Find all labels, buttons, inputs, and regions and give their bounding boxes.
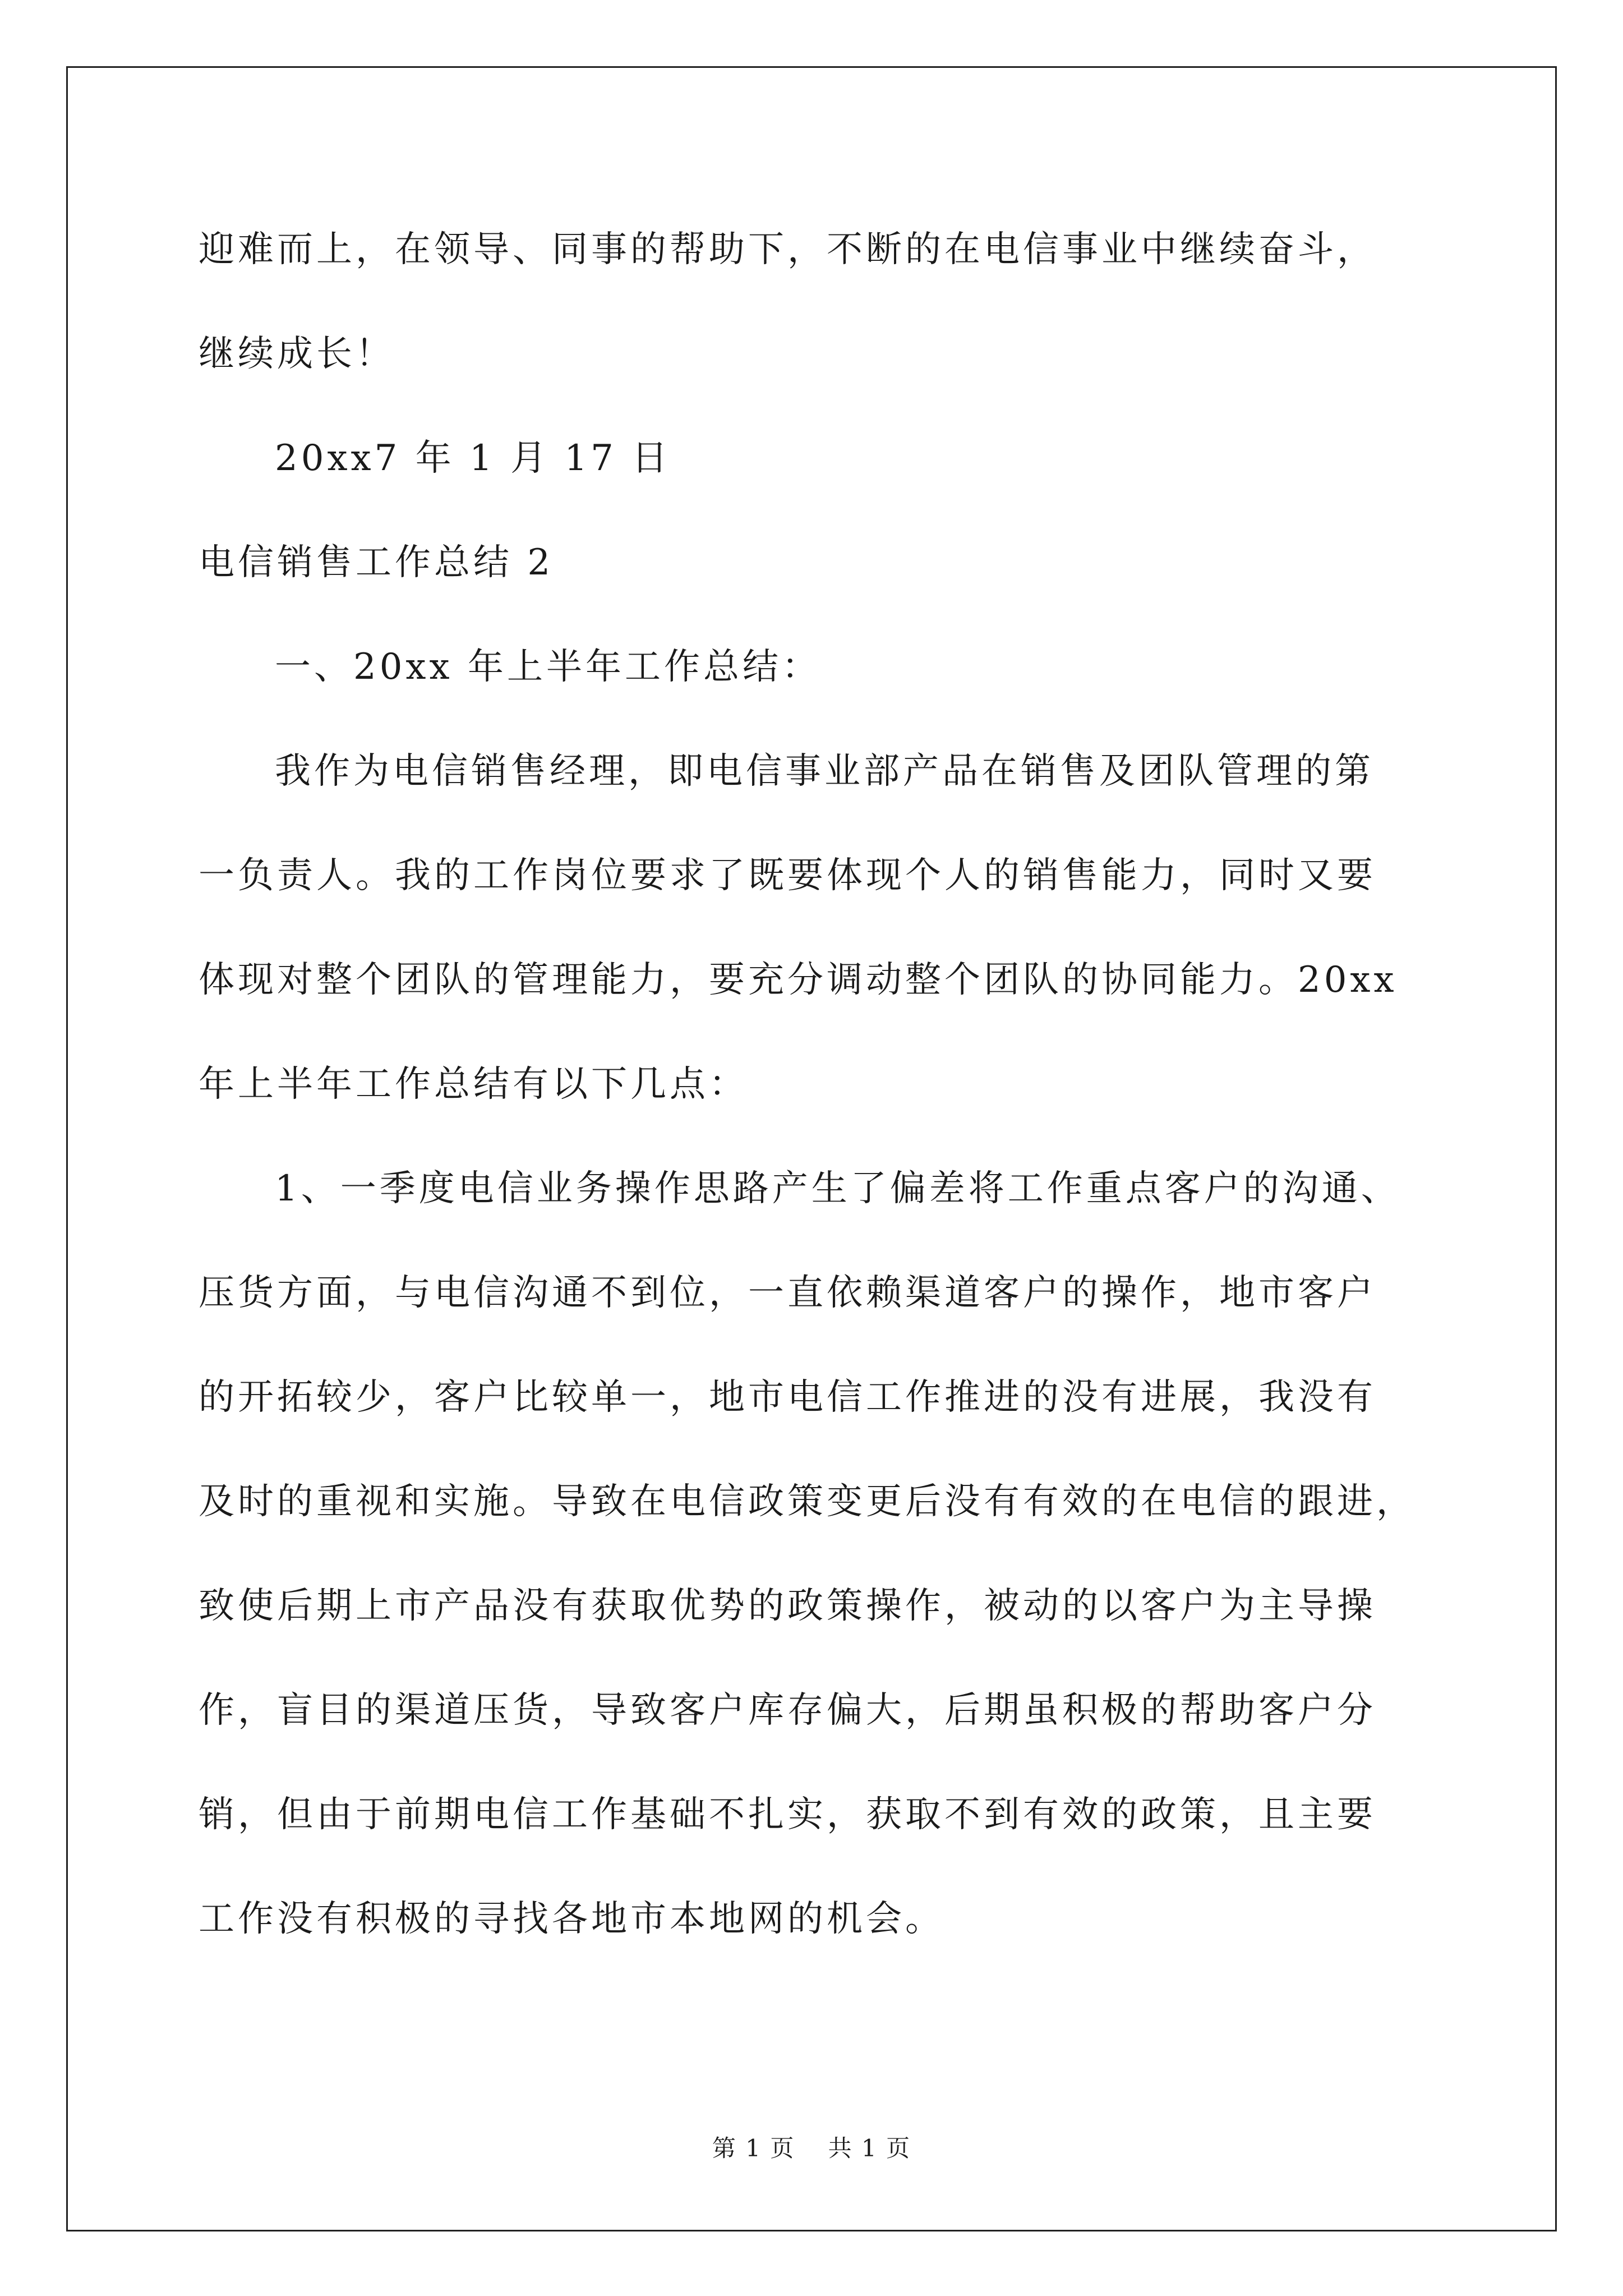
text-line: 一负责人。我的工作岗位要求了既要体现个人的销售能力，同时又要 <box>199 855 1376 896</box>
text-line: 1、一季度电信业务操作思路产生了偏差将工作重点客户的沟通、 <box>275 1168 1400 1209</box>
document-body <box>199 197 1455 1971</box>
text-line: 致使后期上市产品没有获取优势的政策操作，被动的以客户为主导操 <box>199 1585 1376 1627</box>
text-line: 的开拓较少，客户比较单一，地市电信工作推进的没有进展，我没有 <box>199 1377 1376 1418</box>
text-line: 压货方面，与电信沟通不到位，一直依赖渠道客户的操作，地市客户 <box>199 1272 1376 1314</box>
text-line: 迎难而上，在领导、同事的帮助下，不断的在电信事业中继续奋斗， <box>199 229 1376 270</box>
page-footer <box>0 2132 1623 2165</box>
text-line: 年上半年工作总结有以下几点： <box>199 1064 748 1105</box>
section-title: 电信销售工作总结 2 <box>199 542 554 583</box>
date-line: 20xx7 年 1 月 17 日 <box>275 438 671 479</box>
text-line: 销，但由于前期电信工作基础不扎实，获取不到有效的政策，且主要 <box>199 1794 1376 1835</box>
text-line: 作，盲目的渠道压货，导致客户库存偏大，后期虽积极的帮助客户分 <box>199 1690 1376 1731</box>
text-line: 工作没有积极的寻找各地市本地网的机会。 <box>199 1898 944 1940</box>
text-line: 我作为电信销售经理，即电信事业部产品在销售及团队管理的第 <box>275 751 1374 792</box>
text-line: 继续成长！ <box>199 333 395 375</box>
subsection-heading: 一、20xx 年上半年工作总结： <box>275 646 821 688</box>
text-line: 体现对整个团队的管理能力，要充分调动整个团队的协同能力。20xx <box>199 959 1398 1001</box>
text-line: 及时的重视和实施。导致在电信政策变更后没有有效的在电信的跟进， <box>199 1481 1415 1522</box>
page-number: 第 1 页 共 1 页 <box>712 2134 911 2162</box>
